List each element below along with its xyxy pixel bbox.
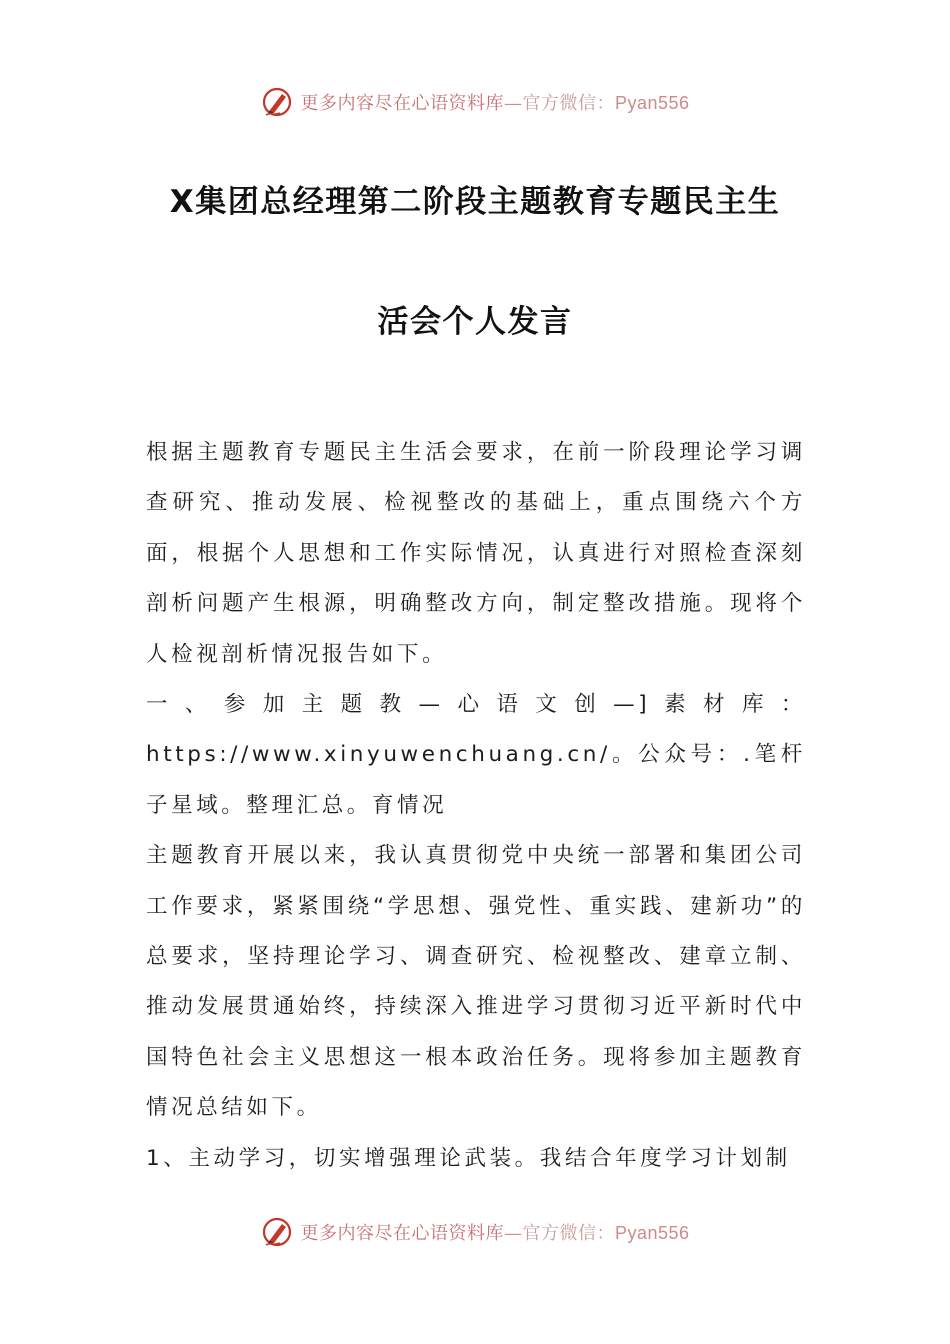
paragraph-section-heading: 一、参加主题教—心语文创—]素材库：https://www.xinyuwenchuang.cn/。公众号：.笔杆子星域。整理汇总。育情况 [146, 692, 806, 818]
pen-nib-logo-icon [260, 1215, 294, 1249]
banner-text [300, 89, 689, 115]
banner-wechat-label: 官方微信： [522, 93, 615, 114]
paragraph-item-1: 1、主动学习，切实增强理论武装。我结合年度学习计划制 [146, 1145, 791, 1171]
header-banner [0, 82, 950, 122]
paragraph-intro: 根据主题教育专题民主生活会要求，在前一阶段理论学习调查研究、推动发展、检视整改的基础上，重点围绕六个方面，根据个人思想和工作实际情况，认真进行对照检查深刻剖析问题产生根源，明确整改方向，制定整改措施。现将个人检视剖析情况报告如下。 [146, 440, 806, 667]
pen-nib-logo-icon [260, 85, 294, 119]
document-body [146, 428, 806, 1184]
paragraph-summary: 主题教育开展以来，我认真贯彻党中央统一部署和集团公司工作要求，紧紧围绕“学思想、强党性、重实践、建新功”的总要求，坚持理论学习、调查研究、检视整改、建章立制、推动发展贯通始终，持续深入推进学习贯彻习近平新时代中国特色社会主义思想这一根本政治任务。现将参加主题教育情况总结如下。 [146, 843, 806, 1121]
document-title-line-1: X集团总经理第二阶段主题教育专题民主生 [169, 184, 781, 220]
banner-wechat-label: 官方微信： [522, 1223, 615, 1244]
banner-site-text: 更多内容尽在心语资料库 [300, 93, 504, 114]
footer-banner [0, 1212, 950, 1252]
document-title-line-2: 活会个人发言 [377, 304, 573, 340]
banner-text [300, 1219, 689, 1245]
banner-separator: — [503, 93, 523, 114]
banner-separator: — [503, 1223, 523, 1244]
banner-wechat-id: Pyan556 [614, 1223, 690, 1243]
banner-wechat-id: Pyan556 [614, 93, 690, 113]
banner-site-text: 更多内容尽在心语资料库 [300, 1223, 504, 1244]
